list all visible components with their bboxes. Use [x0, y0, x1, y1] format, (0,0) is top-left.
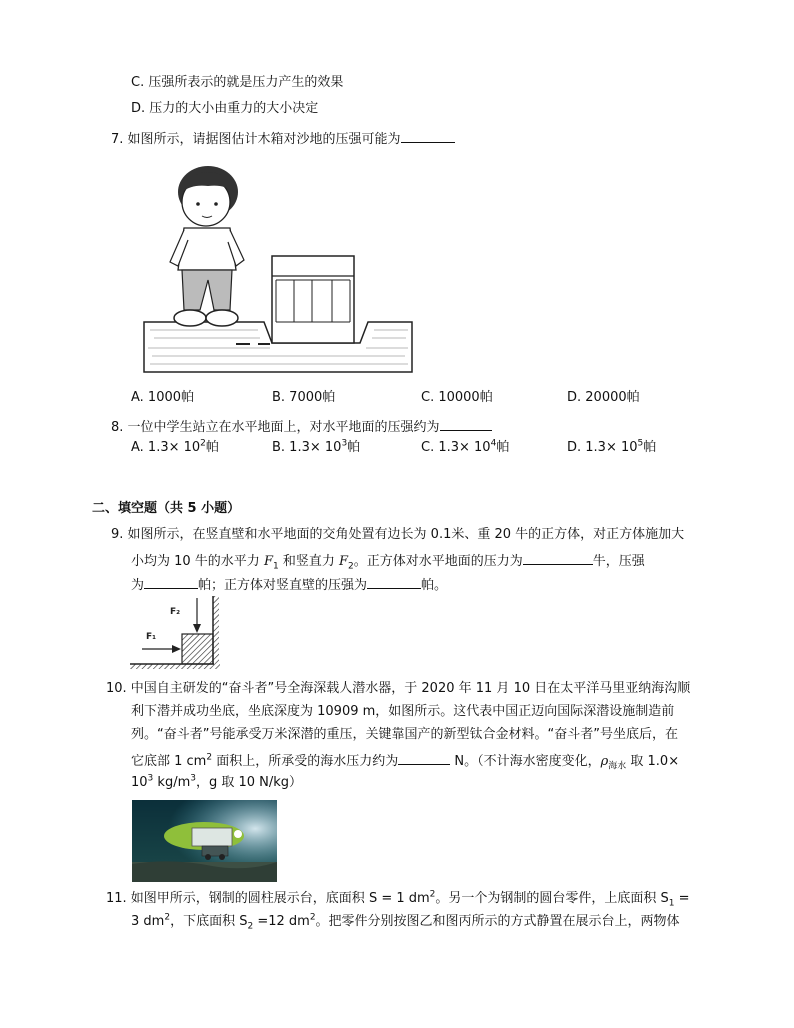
q10-line4a: 它底部 1 cm [131, 754, 207, 769]
q8-a-unit: 帕 [205, 440, 219, 455]
q11-line1c: = [674, 891, 690, 906]
q8-b-prefix: B. 1.3× 10 [272, 440, 342, 455]
q9-figure [126, 594, 228, 670]
q10-rho-sub: 海水 [608, 761, 627, 772]
q10-line5a: 10 [131, 775, 148, 790]
q9-line3c: 帕。 [421, 578, 448, 593]
q10-cm-exp: 2 [206, 752, 213, 763]
q7-option-c: C. 10000帕 [421, 390, 493, 405]
q11-exp-b: 2 [164, 912, 171, 923]
q10-line4 [131, 750, 679, 771]
q9-line2a: 小均为 10 牛的水平力 [131, 554, 264, 569]
q9-line3 [131, 574, 447, 595]
q9-f1: F [263, 554, 273, 569]
cube [182, 634, 213, 664]
q9-line2b: 和竖直力 [278, 554, 339, 569]
q10-line5b: kg/m [153, 775, 191, 790]
q7-figure [140, 162, 416, 376]
q9-f1-sub: 1 [272, 561, 279, 572]
q11-line2d: 。把零件分别按图乙和图丙所示的方式静置在展示台上，两物体 [315, 914, 680, 929]
q11-line2b: ，下底面积 S [170, 914, 248, 929]
q8-c-exp: 4 [490, 438, 497, 449]
q8-d-exp: 5 [637, 438, 644, 449]
q9-f2: F [338, 554, 349, 569]
q10-line4d: 取 1.0× [626, 754, 680, 769]
q8-d-prefix: D. 1.3× 10 [567, 440, 638, 455]
q9-line2d: 牛，压强 [592, 554, 645, 569]
q11-s1-sub: 1 [668, 898, 675, 909]
q8-c-unit: 帕 [496, 440, 510, 455]
q8-option-d [567, 439, 656, 457]
q9-line3a: 为 [131, 578, 145, 593]
q8-b-exp: 3 [341, 438, 348, 449]
q9-line3b: 帕；正方体对竖直壁的压强为 [198, 578, 368, 593]
q7-stem [111, 128, 455, 149]
q9-blank-wall-pressure [367, 574, 421, 589]
q10-line3: 列。“奋斗者”号能承受万米深潜的重压，关键靠国产的新型钛合金材料。“奋斗者”号坐底后，在 [131, 727, 678, 742]
q10-answer-blank [398, 750, 450, 765]
q10-line5 [131, 774, 302, 792]
q11-line2 [131, 913, 680, 931]
q8-c-prefix: C. 1.3× 10 [421, 440, 491, 455]
q10-rho: ρ [600, 754, 609, 769]
submersible-body [192, 828, 232, 846]
q9-line2 [131, 550, 645, 571]
q8-stem [111, 416, 492, 437]
q6-option-d: D. 压力的大小由重力的大小决定 [131, 101, 319, 116]
wooden-box [272, 256, 354, 343]
q9-f2-sub: 2 [348, 561, 354, 572]
submersible-photo [132, 800, 277, 882]
q10-exp3b: 3 [190, 773, 196, 784]
fig-label-f1: F₁ [146, 632, 157, 642]
q9-blank-ground-pressure [144, 574, 198, 589]
q9-line2c: 。正方体对水平地面的压力为 [353, 554, 523, 569]
q11-line1a: 11. 如图甲所示，钢制的圆柱展示台，底面积 S = 1 dm [106, 891, 430, 906]
q8-a-exp: 2 [200, 438, 206, 449]
q11-line2a: 3 dm [131, 914, 165, 929]
q6-option-c: C. 压强所表示的就是压力产生的效果 [131, 75, 344, 90]
q8-d-unit: 帕 [643, 440, 657, 455]
q10-line1: 10. 中国自主研发的“奋斗者”号全海深载人潜水器，于 2020 年 11 月 10 日在太平洋马里亚纳海沟顺 [106, 681, 691, 696]
q8-option-b [272, 439, 360, 457]
q11-exp-c: 2 [309, 912, 316, 923]
q8-a-prefix: A. 1.3× 10 [131, 440, 201, 455]
q9-blank-pressure-force [523, 550, 593, 565]
q10-line4b: 面积上，所承受的海水压力约为 [212, 754, 399, 769]
q11-line2c: =12 dm [253, 914, 310, 929]
q7-option-a: A. 1000帕 [131, 390, 195, 405]
q8-b-unit: 帕 [347, 440, 361, 455]
q9-line1: 9. 如图所示，在竖直壁和水平地面的交角处置有边长为 0.1米、重 20 牛的正方体，对正方体施加大 [111, 527, 685, 542]
fig-label-f2: F₂ [170, 607, 181, 617]
q7-answer-blank [401, 128, 455, 143]
q11-exp-a: 2 [429, 889, 436, 900]
section-2-heading: 二、填空题（共 5 小题） [92, 501, 241, 516]
q10-line4c: N。（不计海水密度变化， [450, 754, 601, 769]
boy-figure [170, 166, 244, 326]
q11-line1b: 。另一个为钢制的圆台零件，上底面积 S [435, 891, 669, 906]
q7-stem-text: 7. 如图所示，请据图估计木箱对沙地的压强可能为 [111, 132, 401, 147]
q10-exp3a: 3 [147, 773, 154, 784]
q8-option-a [131, 439, 219, 457]
q10-line2: 利下潜并成功坐底，坐底深度为 10909 m，如图所示。这代表中国正迈向国际深潜设施制造前 [131, 704, 675, 719]
q7-option-b: B. 7000帕 [272, 390, 336, 405]
q11-s2-sub: 2 [247, 921, 254, 932]
q7-option-d: D. 20000帕 [567, 390, 640, 405]
q8-answer-blank [440, 416, 492, 431]
q10-line5c: ，g 取 10 N/kg） [195, 775, 303, 790]
q8-option-c [421, 439, 509, 457]
q8-stem-text: 8. 一位中学生站立在水平地面上，对水平地面的压强约为 [111, 420, 440, 435]
q11-line1 [106, 890, 690, 908]
